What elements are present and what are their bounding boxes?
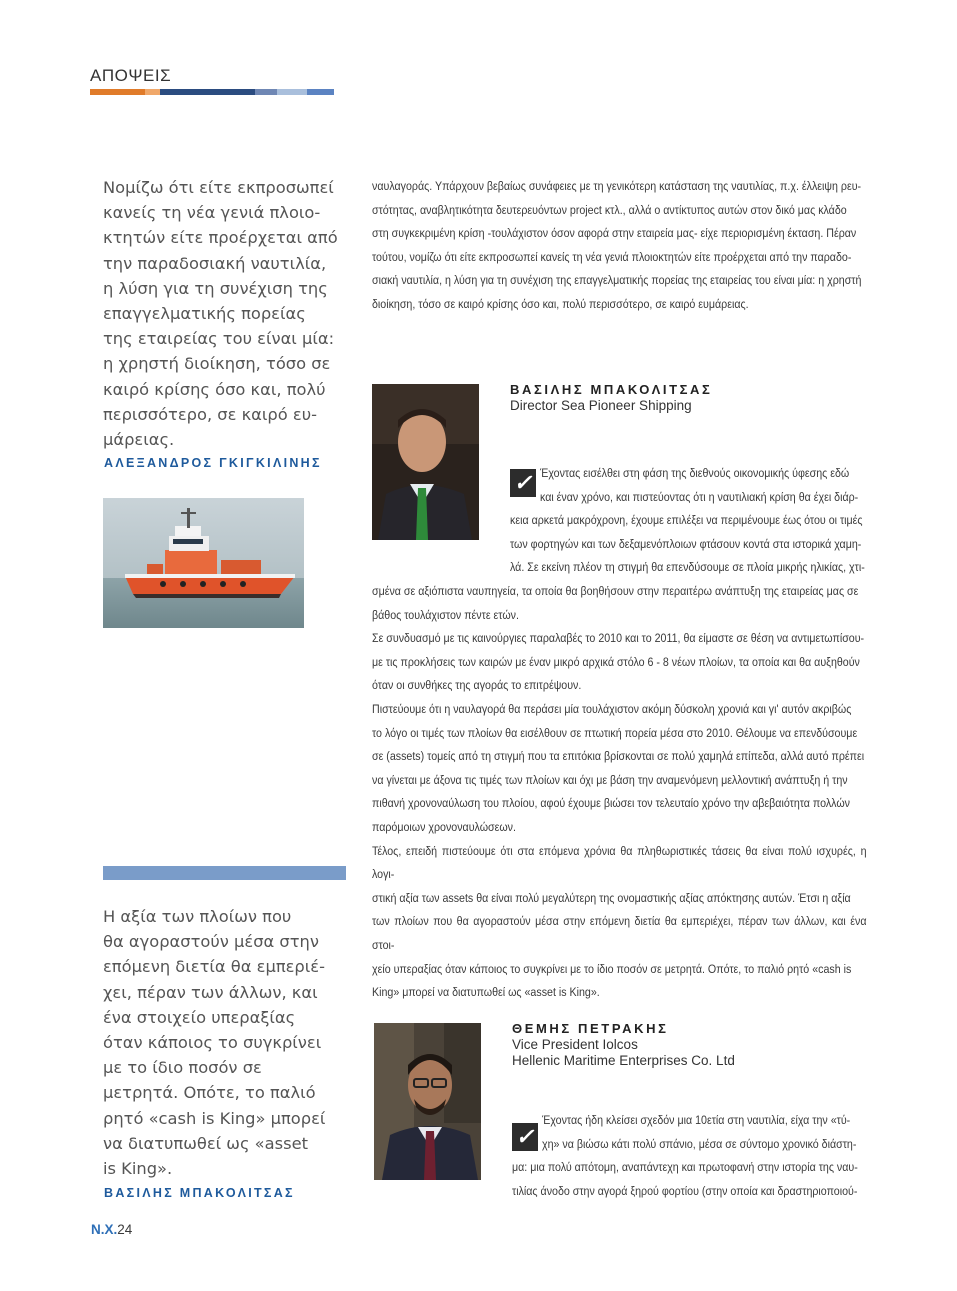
magazine-abbrev: Ν.Χ. (91, 1222, 118, 1237)
text-line: σε (assets) τομείς από τη στιγμή που τα επιτόκια βρίσκονται σε πολύ χαμηλά επίπεδα, αλλά αυτό πρέπει (372, 749, 865, 764)
quote-line: περισσότερο, σε καιρό ευ- (103, 404, 317, 424)
quote-line: όταν κάποιος το συγκρίνει (103, 1033, 322, 1053)
text-line: όταν οι συνθήκες της αγοράς το επιτρέψουν. (372, 678, 582, 693)
person2-name: ΘΕΜΗΣ ΠΕΤΡΑΚΗΣ (512, 1021, 669, 1036)
person2-photo (374, 1023, 481, 1180)
check-icon: ✓ (510, 469, 536, 497)
text-line: κεια αρκετά μακρόχρονη, έχουμε επιλέξει να περιμένουμε έως ότου οι τιμές (510, 513, 863, 527)
quote-line: Η αξία των πλοίων που (103, 907, 292, 926)
text-line: χη» να βιώσω κάτι πολύ σπάνιο, μέσα σε σύντομο χρονικό διάστη- (542, 1136, 857, 1151)
text-line: σιακή ναυτιλία, η λύση για τη συνέχιση της επαγγελματικής πορείας της εταιρείας του είναι μία: η χρηστή (372, 273, 862, 288)
text-line: χείο υπεραξίας όταν κάποιος το συγκρίνει με το ίδιο ποσόν σε μετρητά. Οπότε, το παλιό ρητό «cash is (372, 961, 852, 976)
person2-intro-paragraph-cont (512, 1156, 873, 1203)
text-line: τούτου, νομίζω ότι είτε εκπροσωπεί κανείς τη νέα γενιά πλοιοκτητών είτε προέρχεται από την παραδο- (372, 249, 852, 264)
text-line: Έχοντας ήδη κλείσει σχεδόν μια 10ετία στη ναυτιλία, είχα την «τύ- (542, 1113, 851, 1127)
person2-role-line1: Vice President Iolcos (512, 1037, 638, 1052)
text-line: King» μπορεί να διατυπωθεί ως «asset is King». (372, 985, 600, 1000)
portrait-image (372, 384, 479, 540)
intro-paragraph (372, 175, 867, 317)
quote-line: Νομίζω ότι είτε εκπροσωπεί (103, 178, 334, 197)
quote-line: κτητών είτε προέρχεται από (103, 228, 338, 248)
portrait-image (374, 1023, 481, 1180)
quote-line: επαγγελματικής πορείας (103, 304, 306, 324)
quote-line: την παραδοσιακή ναυτιλία, (103, 253, 327, 273)
text-line: σμένα σε αξιόπιστα ναυπηγεία, τα οποία θα βοηθήσουν στην περαιτέρω ανάπτυξη της εταιρείας μας σε (372, 584, 859, 598)
text-line: Έχοντας εισέλθει στη φάση της διεθνούς οικονομικής ύφεσης εδώ (540, 466, 850, 480)
person2-role-line2: Hellenic Maritime Enterprises Co. Ltd (512, 1053, 735, 1068)
person2-intro-cont (512, 1156, 932, 1203)
quote-line: η χρηστή διοίκηση, τόσο σε (103, 354, 331, 374)
text-line: παρόμοιων χρονοναυλώσεων. (372, 819, 516, 834)
pull-quote-2 (103, 904, 353, 1181)
text-line: το λόγο οι τιμές των πλοίων θα εισέλθουν σε πτωτική πορεία μέσα στο 2010. Θέλουμε να επενδύσουμε (372, 725, 858, 740)
text-line: διοίκηση, τόσο σε καιρό κρίσης όσο και, πολύ περισσότερο, σε καιρό ευμάρειας. (372, 296, 749, 311)
section-label: ΑΠΟΨΕΙΣ (90, 66, 172, 85)
page-footer (91, 1222, 132, 1237)
person1-photo (372, 384, 479, 540)
text-line: και έναν χρόνο, και πιστεύοντας ότι η ναυτιλιακή κρίση θα έχει διάρ- (540, 489, 859, 504)
quote-line: κανείς τη νέα γενιά πλοιο- (103, 203, 321, 223)
quote-line: θα αγοραστούν μέσα στην (103, 932, 319, 952)
pull-quote-1-text (103, 175, 353, 452)
text-line: των πλοίων που θα αγοραστούν μέσα στην επόμενη διετία θα εμπεριέχει, πέραν των άλλων, και ένα στοι- (372, 914, 867, 952)
quote-line: μετρητά. Οπότε, το παλιό (103, 1083, 316, 1103)
pull-quote-1-author: ΑΛΕΞΑΝΔΡΟΣ ΓΚΙΓΚΙΛΙΝΗΣ (104, 456, 322, 470)
quote-line: να διατυπωθεί ως «asset (103, 1133, 308, 1153)
text-line: ναυλαγοράς. Υπάρχουν βεβαίως συνάφειες με τη γενικότερη κατάσταση της ναυτιλίας, π.χ. έλλειψη ρευ- (372, 179, 862, 193)
quote-line: χει, πέραν των άλλων, και (103, 982, 318, 1002)
blue-divider (103, 866, 346, 880)
person2-intro-paragraph (542, 1109, 873, 1156)
color-bar-segment (277, 89, 307, 95)
text-line: Τέλος, επειδή πιστεύουμε ότι στα επόμενα χρόνια θα πληθωριστικές τάσεις θα είναι πολύ ισχυρές, η λογι- (372, 843, 867, 882)
color-bar-segment (160, 89, 255, 95)
color-bar-segment (145, 89, 160, 95)
text-line: με τις προκλήσεις των καιρών με έναν μικρό αρχικά στόλο 6 - 8 νέων πλοίων, τα οποία και θα αυξηθούν (372, 654, 860, 669)
person1-body (372, 580, 947, 1005)
section-color-bar (90, 89, 334, 95)
quote-line: καιρό κρίσης όσο και, πολύ (103, 379, 326, 399)
person1-role: Director Sea Pioneer Shipping (510, 398, 692, 413)
tugboat-image (103, 498, 304, 628)
quote-line: της εταιρείας του είναι μία: (103, 329, 335, 349)
text-line: λά. Σε εκείνη πλέον τη στιγμή θα επενδύσουμε σε πλοία μικρής ηλικίας, χτι- (510, 560, 865, 575)
text-line: βάθος τουλάχιστον πέντε ετών. (372, 607, 519, 622)
person1-body-paragraph (372, 580, 867, 1005)
color-bar-segment (307, 89, 334, 95)
pull-quote-1 (103, 175, 353, 452)
person1-intro-paragraph (540, 462, 871, 509)
text-line: στη συγκεκριμένη κρίση -τουλάχιστον όσον αφορά στην εταιρεία μας- είχε περιορισμένη έκταση. Πέραν (372, 226, 857, 241)
text-line: να γίνεται με άξονα τις τιμές των πλοίων και όχι με βάση την αναμενόμενη μελλοντική ανάπτυξη ή την (372, 772, 848, 787)
pull-quote-2-text (103, 904, 353, 1181)
color-bar-segment (90, 89, 145, 95)
person1-intro-cont (510, 509, 930, 580)
text-line: μα: μια πολύ απότομη, αναπάντεχη και πρωτοφανή στην ιστορία της ναυ- (512, 1160, 858, 1174)
color-bar-segment (255, 89, 277, 95)
quote-line: is King». (103, 1159, 173, 1179)
quote-line: ένα στοιχείο υπεραξίας (103, 1007, 296, 1027)
text-line: στική αξία των assets θα είναι πολύ μεγαλύτερη της ονομαστικής αξίας απόκτησης αυτών. Έτσι η αξία (372, 890, 851, 905)
page-number: 24 (117, 1222, 133, 1237)
text-line: στότητας, αναβλητικότητα δευτερευόντων project κτλ., αλλά ο αντίκτυπος αυτών στον δικό μας κλάδο (372, 202, 847, 217)
text-line: πιθανή χρονοναύλωση του πλοίου, αφού έχουμε βιώσει τον τελευταίο χρόνο την αβεβαιότητα πολλών (372, 796, 850, 811)
ship-photo (103, 498, 304, 628)
quote-line: μάρειας. (103, 430, 175, 450)
pull-quote-2-author: ΒΑΣΙΛΗΣ ΜΠΑΚΟΛΙΤΣΑΣ (104, 1186, 295, 1200)
text-line: Πιστεύουμε ότι η ναυλαγορά θα περάσει μία τουλάχιστον ακόμη δύσκολη χρονιά και γι' αυτόν ακριβώς (372, 701, 852, 716)
person1-name: ΒΑΣΙΛΗΣ ΜΠΑΚΟΛΙΤΣΑΣ (510, 382, 713, 397)
text-line: τιλίας άνοδο στην αγορά ξηρού φορτίου (στην οποία και δραστηριοποιού- (512, 1183, 858, 1198)
quote-line: ρητό «cash is King» μπορεί (103, 1108, 326, 1128)
text-line: Σε συνδυασμό με τις καινούργιες παραλαβές το 2010 και το 2011, θα είμαστε σε θέση να αντιμετωπίσου- (372, 631, 865, 646)
check-icon: ✓ (512, 1123, 538, 1151)
person2-intro (542, 1109, 927, 1156)
quote-line: η λύση για τη συνέχιση της (103, 278, 328, 298)
person1-intro-paragraph-cont (510, 509, 871, 580)
quote-line: με το ίδιο ποσόν σε (103, 1058, 262, 1078)
person1-intro (540, 462, 925, 509)
intro-text (372, 175, 947, 317)
quote-line: επόμενη διετία θα εμπεριέ- (103, 957, 325, 977)
text-line: των φορτηγών και των δεξαμενόπλοιων φτάσουν κοντά στα ιστορικά χαμη- (510, 536, 862, 551)
